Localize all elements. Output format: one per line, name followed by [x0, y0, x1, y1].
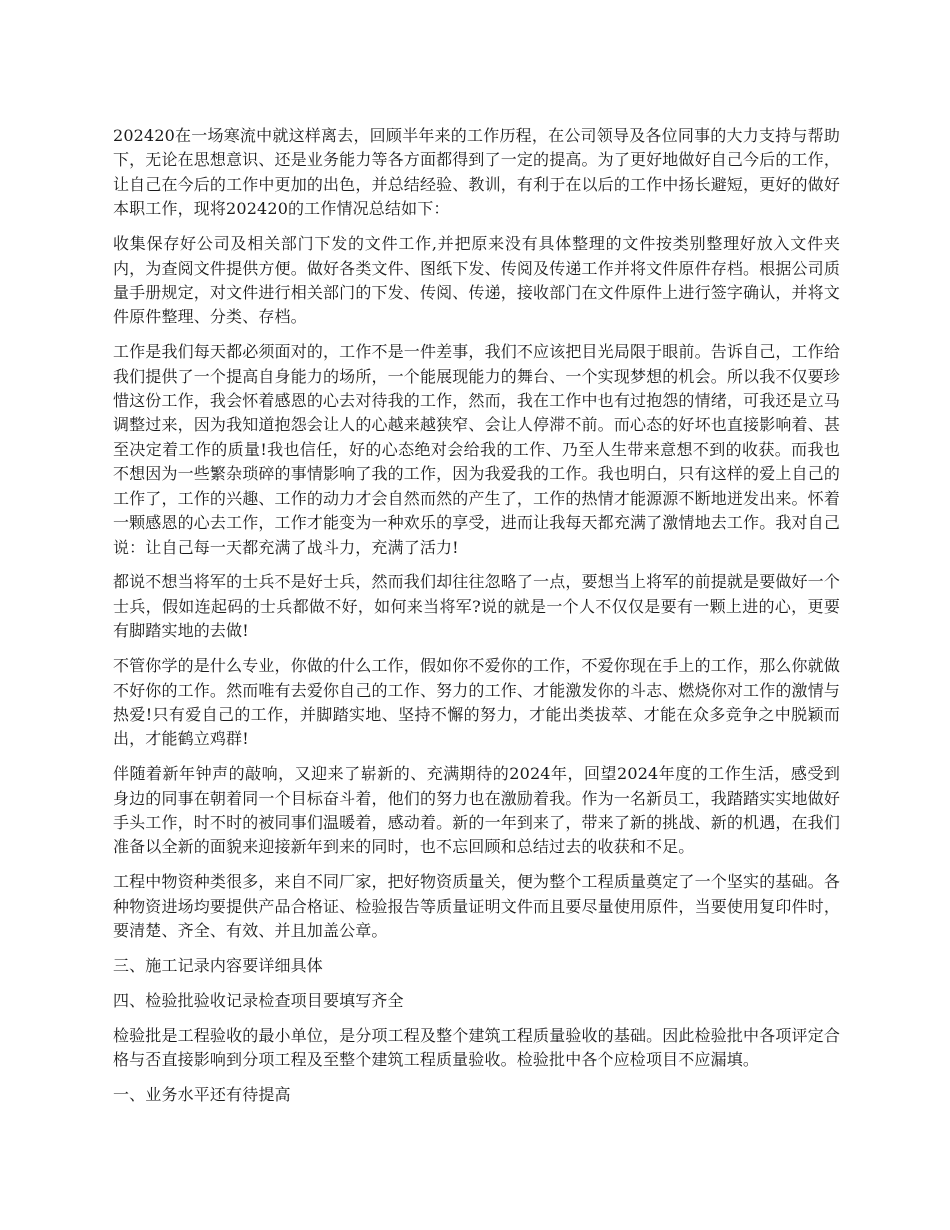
section-heading-inspection-records: 四、检验批验收记录检查项目要填写齐全	[113, 991, 404, 1010]
section-heading-construction-records: 三、施工记录内容要详细具体	[113, 956, 323, 976]
materials-paragraph: 工程中物资种类很多，来自不同厂家，把好物资质量关，便为整个工程质量奠定了一个坚实的基础。各种物资进场均要提供产品合格证、检验报告等质量证明文件而且要尽量使用原件，当要使用复印件时，要清楚、齐全、有效、并且加盖公章。	[113, 872, 840, 941]
section-heading-business-level: 一、业务水平还有待提高	[113, 1085, 291, 1105]
intro-paragraph: 202420在一场寒流中就这样离去，回顾半年来的工作历程，在公司领导及各位同事的大力支持与帮助下，无论在思想意识、还是业务能力等各方面都得到了一定的提高。为了更好地做好自己今后的工作，让自己在今后的工作中更加的出色，并总结经验、教训，有利于在以后的工作中扬长避短，更好的做好本职工作，现将202420的工作情况总结如下：	[113, 126, 840, 219]
inspection-batch-paragraph: 检验批是工程验收的最小单位，是分项工程及整个建筑工程质量验收的基础。因此检验批中各项评定合格与否直接影响到分项工程及至整个建筑工程质量验收。检验批中各个应检项目不应漏填。	[113, 1025, 840, 1070]
work-attitude-paragraph: 工作是我们每天都必须面对的，工作不是一件差事，我们不应该把目光局限于眼前。告诉自己，工作给我们提供了一个提高自身能力的场所，一个能展现能力的舞台、一个实现梦想的机会。所以我不仅要珍惜这份工作，我会怀着感恩的心去对待我的工作，然而，我在工作中也有过抱怨的情绪，可我还是立马调整过来，因为我知道抱怨会让人的心越来越狭窄、会让人停滞不前。而心态的好坏也直接影响着、甚至决定着工作的质量!我也信任，好的心态绝对会给我的工作、乃至人生带来意想不到的收获。而我也不想因为一些繁杂琐碎的事情影响了我的工作，因为我爱我的工作。我也明白，只有这样的爱上自己的工作了，工作的兴趣、工作的动力才会自然而然的产生了，工作的热情才能源源不断地迸发出来。怀着一颗感恩的心去工作，工作才能变为一种欢乐的享受，进而让我每天都充满了激情地去工作。我对自己说：让自己每一天都充满了战斗力，充满了活力!	[113, 342, 840, 557]
soldier-paragraph: 都说不想当将军的士兵不是好士兵，然而我们却往往忽略了一点，要想当上将军的前提就是要做好一个士兵，假如连起码的士兵都做不好，如何来当将军?说的就是一个人不仅仅是要有一颗上进的心，更要有脚踏实地的去做!	[113, 572, 840, 641]
file-management-paragraph: 收集保存好公司及相关部门下发的文件工作,并把原来没有具体整理的文件按类别整理好放入文件夹内，为查阅文件提供方便。做好各类文件、图纸下发、传阅及传递工作并将文件原件存档。根据公司质量手册规定，对文件进行相关部门的下发、传阅、传递，接收部门在文件原件上进行签字确认，并将文件原件整理、分类、存档。	[113, 234, 840, 327]
new-year-paragraph: 伴随着新年钟声的敲响，又迎来了崭新的、充满期待的2024年，回望2024年度的工作生活，感受到身边的同事在朝着同一个目标奋斗着，他们的努力也在激励着我。作为一名新员工，我踏踏实实地做好手头工作，时不时的被同事们温暖着，感动着。新的一年到来了，带来了新的挑战、新的机遇，在我们准备以全新的面貌来迎接新年到来的同时，也不忘回顾和总结过去的收获和不足。	[113, 764, 840, 857]
document-body	[113, 124, 840, 1118]
love-work-paragraph: 不管你学的是什么专业，你做的什么工作，假如你不爱你的工作，不爱你现在手上的工作，那么你就做不好你的工作。然而唯有去爱你自己的工作、努力的工作、才能激发你的斗志、燃烧你对工作的激情与热爱!只有爱自己的工作，并脚踏实地、坚持不懈的努力，才能出类拔萃、才能在众多竞争之中脱颖而出，才能鹤立鸡群!	[113, 656, 840, 749]
